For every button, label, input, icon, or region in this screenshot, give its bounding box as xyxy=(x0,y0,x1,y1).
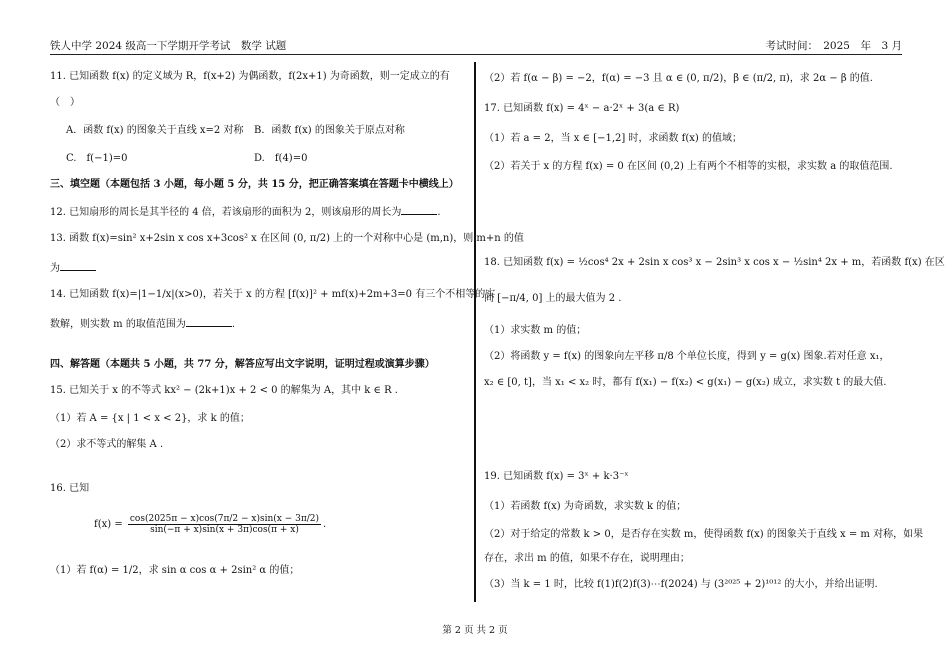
section-fill-in-title: 三、填空题（本题包括 3 小题，每小题 5 分，共 15 分，把正确答案填在答题卡中横线上） xyxy=(50,179,459,190)
q18-part1: （1）求实数 m 的值； xyxy=(484,325,587,336)
column-divider xyxy=(474,62,476,602)
q12-stem: 12. 已知扇形的周长是其半径的 4 倍，若该扇形的面积为 2，则该扇形的周长为 . xyxy=(50,204,441,220)
q15-stem: 15. 已知关于 x 的不等式 kx² − (2k+1)x + 2 < 0 的解集为 A，其中 k ∈ R . xyxy=(50,385,398,396)
q18-part2-b: x₂ ∈ [0, t]，当 x₁ < x₂ 时，都有 f(x₁) − f(x₂) < g(x₁) − g(x₂) 成立，求实数 t 的最大值. xyxy=(484,377,887,388)
exam-date: 考试时间： 2025 年 3 月 xyxy=(765,40,902,52)
q14-line2: 数解，则实数 m 的取值范围为 . xyxy=(50,316,235,332)
exam-title: 铁人中学 2024 级高一下学期开学考试 数学 试题 xyxy=(50,40,287,52)
page-footer: 第 2 页 共 2 页 xyxy=(442,625,508,636)
q11-option-c: C. f(−1)=0 xyxy=(66,153,128,164)
q17-stem: 17. 已知函数 f(x) = 4ˣ − a·2ˣ + 3(a ∈ R) xyxy=(484,103,680,114)
q16-part2: （2）若 f(α − β) = −2，f(α) = −3 且 α ∈ (0, π/2)，β ∈ (π/2, π)，求 2α − β 的值. xyxy=(484,73,873,84)
q14-answer-blank xyxy=(186,316,232,327)
q11-answer-paren: （ ） xyxy=(50,97,80,108)
q16-stem: 16. 已知 xyxy=(50,483,90,494)
q12-answer-blank xyxy=(401,204,437,215)
q13-text-c: 为 xyxy=(50,263,60,274)
q16-dot: . xyxy=(323,519,327,530)
q19-part3: （3）当 k = 1 时，比较 f(1)f(2)f(3)⋯f(2024) 与 (3²⁰²⁵ + 2)¹⁰¹² 的大小，并给出证明. xyxy=(484,579,878,590)
q15-part1: （1）若 A = {x | 1 < x < 2}，求 k 的值； xyxy=(50,413,250,424)
q14-text-b: 数解，则实数 m 的取值范围为 xyxy=(50,319,186,330)
q18-line2: 间 [−π/4, 0] 上的最大值为 2 . xyxy=(484,293,622,304)
q14-stem: 14. 已知函数 f(x)=|1−1/x|(x>0)，若关于 x 的方程 [f(x)]² + mf(x)+2m+3=0 有三个不相等的实 xyxy=(50,289,496,300)
q11-stem: 11. 已知函数 f(x) 的定义域为 R，f(x+2) 为偶函数，f(2x+1) 为奇函数，则一定成立的有 xyxy=(50,71,450,82)
q19-part2-b: 存在，求出 m 的值，如果不存在，说明理由； xyxy=(484,553,690,564)
q18-part2-a: （2）将函数 y = f(x) 的图象向左平移 π/8 个单位长度，得到 y = g(x) 图象.若对任意 x₁， xyxy=(484,351,890,362)
q13-text-a: 13. 函数 f(x)=sin² x+2sin x cos x+3cos² x 在区间 xyxy=(50,233,290,244)
q16-part1: （1）若 f(α) = 1/2，求 sin α cos α + 2sin² α 的值； xyxy=(50,565,300,576)
q16-numerator: cos(2025π − x)cos(7π/2 − x)sin(x − 3π/2) xyxy=(129,514,320,524)
q19-stem: 19. 已知函数 f(x) = 3ˣ + k·3⁻ˣ xyxy=(484,471,629,482)
q13-line2 xyxy=(50,260,96,276)
page-header xyxy=(50,36,902,55)
q17-part1: （1）若 a = 2，当 x ∈ [−1,2] 时，求函数 f(x) 的值域； xyxy=(484,133,742,144)
q15-part2: （2）求不等式的解集 A . xyxy=(50,439,164,450)
q13-interval: (0, π/2) xyxy=(293,233,330,244)
section-solve-title: 四、解答题（本题共 5 小题，共 77 分，解答应写出文字说明，证明过程或演算步骤） xyxy=(50,359,435,370)
q11-option-b: B．函数 f(x) 的图象关于原点对称 xyxy=(254,125,405,136)
q19-part2-a: （2）对于给定的常数 k > 0，是否存在实数 m，使得函数 f(x) 的图象关于直线 x = m 对称，如果 xyxy=(484,529,924,540)
q19-part1: （1）若函数 f(x) 为奇函数，求实数 k 的值； xyxy=(484,501,687,512)
q16-fx: f(x) = xyxy=(94,519,123,530)
q16-fraction xyxy=(128,514,321,535)
q17-part2: （2）若关于 x 的方程 f(x) = 0 在区间 (0,2) 上有两个不相等的实根，求实数 a 的取值范围. xyxy=(484,161,893,172)
q16-denominator: sin(−π + x)sin(x + 3π)cos(π + x) xyxy=(150,525,299,535)
q11-option-d: D. f(4)=0 xyxy=(254,153,308,164)
q18-stem: 18. 已知函数 f(x) = ½cos⁴ 2x + 2sin x cos³ x − 2sin³ x cos x − ½sin⁴ 2x + m，若函数 f(x) 在区 xyxy=(484,257,945,268)
q13-text-b: 上的一个对称中心是 (m,n)，则 m+n 的值 xyxy=(333,233,524,244)
q12-text: 12. 已知扇形的周长是其半径的 4 倍，若该扇形的面积为 2，则该扇形的周长为 xyxy=(50,207,402,218)
q16-formula xyxy=(94,514,326,535)
q13-answer-blank xyxy=(60,260,96,271)
q11-option-a: A．函数 f(x) 的图象关于直线 x=2 对称 xyxy=(66,125,244,136)
q13-stem xyxy=(50,232,524,246)
